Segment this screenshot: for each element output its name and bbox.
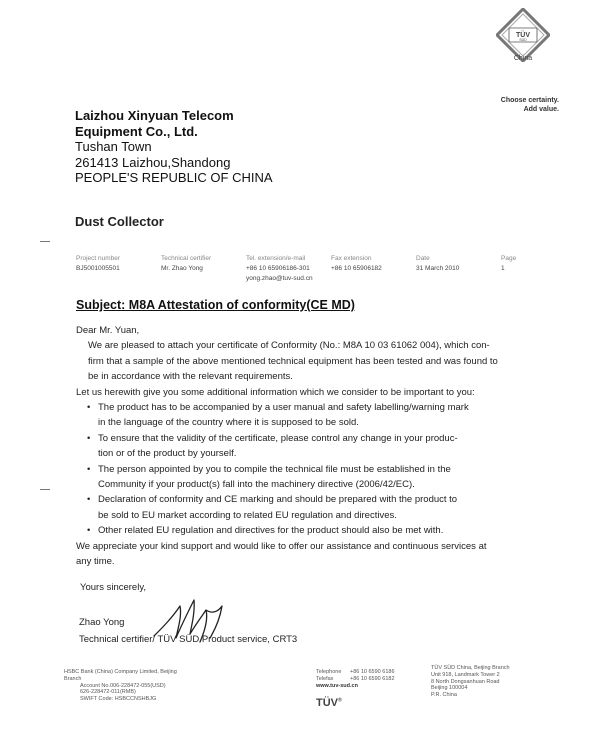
street: Tushan Town — [75, 139, 152, 154]
bullet-continuation: Community if your product(s) fall into the machinery directive (2006/42/EC). — [98, 479, 415, 491]
ref-fax — [331, 254, 382, 274]
product-title: Dust Collector — [75, 214, 164, 229]
ref-header: Project number — [76, 255, 121, 262]
paragraph-line: We are pleased to attach your certificate of Conformity (No.: M8A 10 03 61062 004), which con- — [88, 340, 490, 352]
company-name-line1: Laizhou Xinyuan Telecom — [75, 108, 234, 123]
branch-line: TÜV SÜD China, Beijing Branch — [431, 665, 510, 671]
margin-mark — [40, 241, 50, 242]
bullet-item: • The person appointed by you to compile the technical file must be established in the — [87, 463, 451, 475]
ref-certifier — [161, 254, 211, 274]
ref-header: Page — [501, 255, 517, 262]
ref-value: +86 10 65906186-301 — [246, 265, 310, 272]
subject-line: Subject: M8A Attestation of conformity(CE MD) — [76, 298, 355, 312]
footer-logo: TÜV® — [316, 697, 342, 709]
ref-date — [416, 254, 459, 274]
closing-paragraph-line: We appreciate your kind support and would like to offer our assistance and continuous services at — [76, 540, 487, 552]
paragraph-line: be in accordance with the relevant requirements. — [88, 371, 293, 383]
closing-paragraph-line: any time. — [76, 556, 115, 568]
tuv-sud-logo — [496, 8, 550, 62]
ref-value: BJ5001005501 — [76, 265, 120, 272]
ref-email: yong.zhao@tuv-sud.cn — [246, 275, 313, 282]
city: 261413 Laizhou,Shandong — [75, 154, 231, 170]
closing: Yours sincerely, — [80, 582, 147, 593]
bullet-text: Other related EU regulation and directives for the product should also be met with. — [98, 525, 444, 537]
bank-line: SWIFT Code: HSBCCNSHBJG — [80, 696, 157, 703]
slogan-line: Add value. — [523, 106, 559, 113]
ref-page — [501, 254, 516, 274]
bullet-item: • To ensure that the validity of the certificate, please control any change in your produc- — [87, 432, 458, 444]
slogan — [501, 96, 559, 114]
bullet-item: • The product has to be accompanied by a user manual and safety labelling/warning mark — [87, 402, 469, 414]
branch-line: Beijing 100004 — [431, 685, 468, 692]
contact-label: Telephone — [316, 669, 342, 675]
bullet-text: To ensure that the validity of the certificate, please control any change in your produc- — [98, 432, 458, 444]
bullet-item: • Declaration of conformity and CE marking and should be prepared with the product to — [87, 494, 458, 506]
letter-body — [76, 323, 536, 570]
ref-project — [76, 254, 120, 274]
fax-number: +86 10 6590 6182 — [350, 675, 395, 682]
logo-country: China — [513, 55, 533, 62]
ref-value: Mr. Zhao Yong — [161, 265, 203, 272]
margin-mark — [40, 489, 50, 490]
bullet-text: The person appointed by you to compile the technical file must be established in the — [98, 463, 451, 475]
country: PEOPLE'S REPUBLIC OF CHINA — [75, 170, 273, 185]
branch-line: 8 North Dongsanhuan Road — [431, 678, 500, 685]
bullet-item: • Other related EU regulation and directives for the product should also be met with. — [87, 525, 444, 537]
signer-role: Technical certifier/ TÜV SÜD Product service, CRT3 — [79, 634, 298, 645]
bullet-continuation: tion or of the product by yourself. — [98, 448, 237, 460]
branch-line: P.R. China — [431, 692, 457, 699]
branch-line: Unit 918, Landmark Tower 2 — [431, 671, 500, 678]
bullet-continuation: in the language of the country where it is supposed to be sold. — [98, 417, 359, 429]
paragraph-line: firm that a sample of the above mentioned technical equipment has been tested and was found to — [88, 355, 498, 367]
footer-contact — [316, 669, 395, 689]
ref-header: Technical certifier — [161, 255, 212, 262]
intro-line: Let us herewith give you some additional information which we consider to be important to you: — [76, 386, 475, 398]
bank-line: HSBC Bank (China) Company Limited, Beijing — [64, 669, 177, 675]
recipient-address — [75, 108, 273, 186]
slogan-line: Choose certainty. — [500, 97, 559, 104]
bullet-text: Declaration of conformity and CE marking and should be prepared with the product to — [98, 494, 458, 506]
company-name-line2: Equipment Co., Ltd. — [75, 123, 198, 139]
ref-value: +86 10 65906182 — [331, 265, 382, 272]
bullet-text: The product has to be accompanied by a user manual and safety labelling/warning mark — [98, 402, 469, 414]
logo-sub-brand: SÜD — [519, 38, 527, 42]
ref-header: Tel. extension/e-mail — [246, 255, 306, 262]
bank-line: 626-228472-011(RMB) — [80, 689, 136, 696]
website-link[interactable]: www.tuv-sud.cn — [316, 682, 358, 689]
bank-line: Account No.006-228472-055(USD) — [80, 682, 166, 689]
signer-name: Zhao Yong — [79, 617, 125, 628]
contact-label: Telefax — [316, 675, 334, 682]
logo-brand: TÜV — [516, 32, 530, 39]
footer-brand: TÜV — [316, 697, 338, 709]
bullet-continuation: be sold to EU market according to related EU regulation and directives. — [98, 509, 397, 521]
ref-header: Fax extension — [331, 255, 372, 262]
ref-tel — [246, 254, 313, 284]
salutation: Dear Mr. Yuan, — [76, 325, 140, 336]
footer-bank — [64, 669, 177, 703]
ref-header: Date — [416, 255, 430, 262]
footer-branch — [431, 665, 510, 699]
ref-value: 31 March 2010 — [416, 265, 460, 272]
ref-value: 1 — [501, 265, 505, 272]
bank-line: Branch — [64, 675, 82, 682]
phone-number: +86 10 6590 6186 — [350, 669, 395, 675]
